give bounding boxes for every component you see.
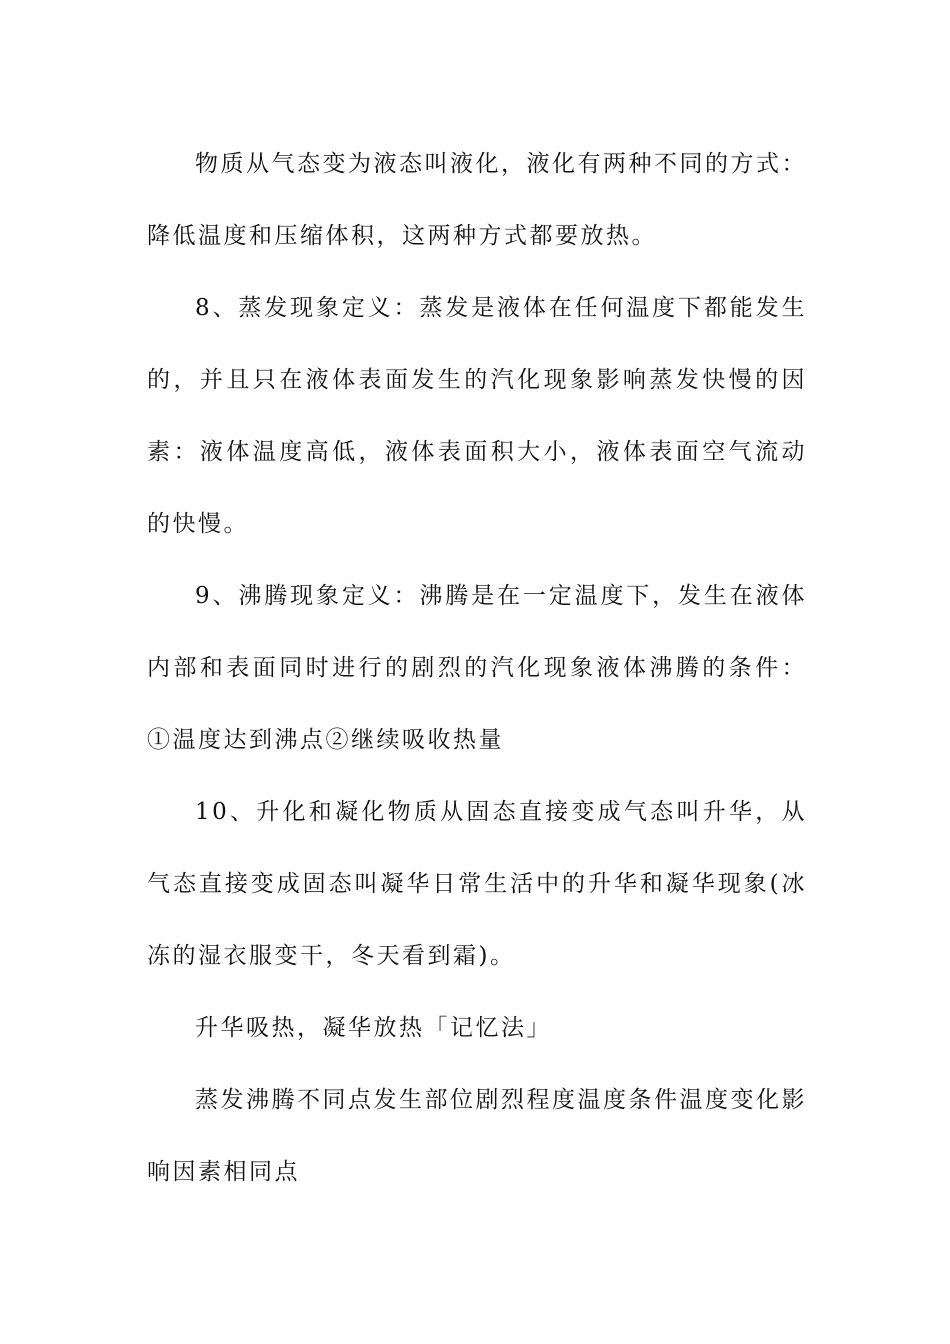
paragraph-liquefaction: 物质从气态变为液态叫液化，液化有两种不同的方式：降低温度和压缩体积，这两种方式都要放热。 [147, 151, 807, 249]
paragraph-boiling: 9、沸腾现象定义：沸腾是在一定温度下，发生在液体内部和表面同时进行的剧烈的汽化现象液体沸腾的条件：①温度达到沸点②继续吸收热量 [147, 583, 807, 753]
paragraph-comparison: 蒸发沸腾不同点发生部位剧烈程度温度条件温度变化影响因素相同点 [147, 1087, 807, 1185]
document-body [147, 128, 807, 1208]
paragraph-evaporation: 8、蒸发现象定义：蒸发是液体在任何温度下都能发生的，并且只在液体表面发生的汽化现象影响蒸发快慢的因素：液体温度高低，液体表面积大小，液体表面空气流动的快慢。 [147, 295, 807, 537]
paragraph-memory-tip: 升华吸热，凝华放热「记忆法」 [195, 1015, 552, 1041]
paragraph-sublimation: 10、升化和凝化物质从固态直接变成气态叫升华，从气态直接变成固态叫凝华日常生活中的升华和凝华现象(冰冻的湿衣服变干，冬天看到霜)。 [147, 799, 807, 969]
